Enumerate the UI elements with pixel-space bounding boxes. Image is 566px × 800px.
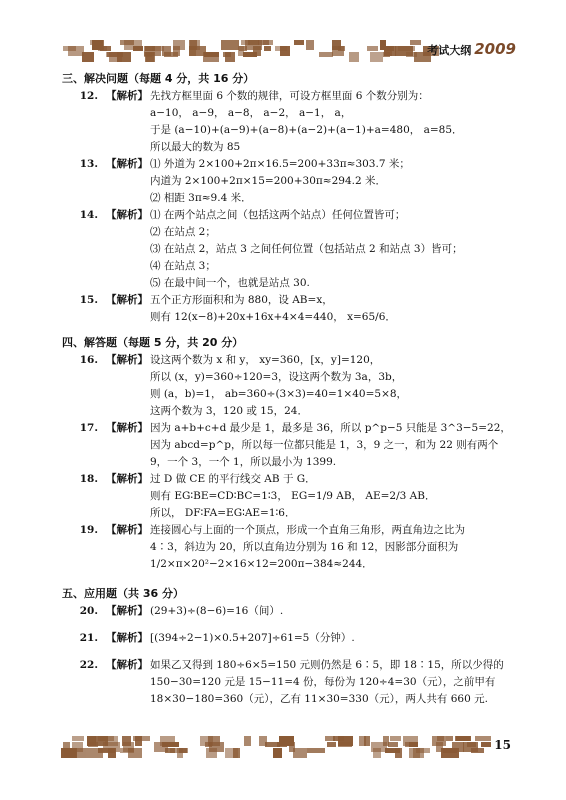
solution-line: 因为 abcd=p^p，所以每一位都只能是 1，3，9 之一，和为 22 则有两个 <box>150 439 499 451</box>
decor-brick <box>238 46 244 56</box>
solution-line: 4∶3，斜边为 20，所以直角边分别为 16 和 12，因影部分面积为 <box>150 541 459 553</box>
decor-brick <box>390 736 402 741</box>
item-number: 14. <box>79 209 98 221</box>
answer-item <box>62 522 512 573</box>
item-lines <box>150 471 512 522</box>
item-gap <box>62 647 512 657</box>
section-title: 三、解决问题（每题 4 分，共 16 分） <box>62 72 255 85</box>
decor-brick <box>307 748 324 753</box>
analysis-tag: 【解析】 <box>106 90 148 102</box>
decor-brick <box>122 736 130 746</box>
decor-brick <box>364 736 370 746</box>
solution-line: ⑴ 外道为 2×100+2π×16.5=200+33π≈303.7 米； <box>150 158 410 170</box>
decor-brick <box>467 742 476 747</box>
decor-brick <box>264 46 271 51</box>
analysis-tag: 【解析】 <box>106 632 148 644</box>
item-lines <box>150 352 512 420</box>
solution-line: 如果乙又得到 180÷6×5=150 元则仍然是 6∶5，即 18∶15，所以少得的 <box>150 659 504 671</box>
solution-line: 设这两个数为 x 和 y， xy=360，[x，y]=120， <box>150 354 381 366</box>
decor-brick <box>367 46 378 51</box>
decor-brick <box>279 736 294 746</box>
decor-brick <box>441 748 459 758</box>
item-number: 22. <box>79 659 98 671</box>
answer-item <box>62 657 512 708</box>
solution-line: 过 D 做 CE 的平行线交 AB 于 G． <box>150 473 316 485</box>
solution-line: 则 (a，b)=1， ab=360÷(3×3)=40=1×40=5×8， <box>150 388 408 400</box>
decor-brick <box>205 742 212 747</box>
solution-line: 连接圆心与上面的一个顶点，形成一个直角三角形，两直角边之比为 <box>150 524 465 536</box>
analysis-tag: 【解析】 <box>106 158 148 170</box>
decor-brick <box>373 748 381 758</box>
solution-line: 9，一个 3，一个 1，所以最小为 1399. <box>150 456 337 468</box>
decor-brick <box>413 748 420 758</box>
decor-brick <box>92 40 103 50</box>
decor-brick <box>100 736 114 741</box>
decor-brick <box>233 748 240 758</box>
decor-brick <box>349 52 358 62</box>
answer-item <box>62 352 512 420</box>
decor-brick <box>244 736 251 746</box>
decor-brick <box>173 46 180 56</box>
analysis-tag: 【解析】 <box>106 422 148 434</box>
page-number: 15 <box>494 738 511 752</box>
decor-brick <box>383 52 390 57</box>
item-number: 13. <box>79 158 98 170</box>
item-lines <box>150 292 512 326</box>
solution-line: ⑶ 在站点 2，站点 3 之间任何位置（包括站点 2 和站点 3）皆可； <box>150 243 463 255</box>
decor-brick <box>446 736 453 741</box>
solution-line: ⑵ 在站点 2； <box>150 226 216 238</box>
item-number: 19. <box>79 524 98 536</box>
decor-brick <box>273 748 281 758</box>
decor-brick <box>332 46 344 56</box>
decor-brick <box>72 736 85 741</box>
item-lines <box>150 657 512 708</box>
header-decoration <box>60 40 440 60</box>
decor-brick <box>144 46 161 56</box>
decor-brick <box>120 748 134 753</box>
solution-line: 150−30=120 元是 15−11=4 份，每份为 120÷4=30（元），之前甲有 <box>150 676 496 688</box>
decor-brick <box>338 742 352 747</box>
decor-brick <box>385 748 400 753</box>
decor-brick <box>294 40 304 45</box>
item-number: 15. <box>79 294 98 306</box>
section-title: 四、解答题（每题 5 分，共 20 分） <box>62 336 244 349</box>
answer-item <box>62 207 512 292</box>
decor-brick <box>82 52 93 62</box>
answer-item <box>62 630 512 647</box>
solution-line: 这两个数为 3，120 或 15，24． <box>150 405 308 417</box>
analysis-tag: 【解析】 <box>106 524 148 536</box>
decor-brick <box>275 46 287 51</box>
answer-content <box>62 68 512 708</box>
decor-brick <box>109 52 122 62</box>
item-number: 21. <box>79 632 98 644</box>
item-lines <box>150 630 512 647</box>
solution-line: [(394÷2−1)×0.5+207]÷61=5（分钟）. <box>150 632 355 644</box>
analysis-tag: 【解析】 <box>106 209 148 221</box>
decor-brick <box>406 52 417 57</box>
item-lines <box>150 207 512 292</box>
decor-brick <box>306 40 314 50</box>
decor-brick <box>133 46 143 51</box>
decor-brick <box>380 40 386 50</box>
solution-line: a−10， a−9， a−8， a−2， a−1， a， <box>150 107 352 119</box>
solution-line: 所以 (x，y)=360÷120=3，设这两个数为 3a，3b， <box>150 371 403 383</box>
decor-brick <box>398 46 414 51</box>
answer-item <box>62 156 512 207</box>
item-gap <box>62 620 512 630</box>
solution-line: (29+3)÷(8−6)=16（间）. <box>150 605 284 617</box>
solution-line: ⑷ 在站点 3； <box>150 260 216 272</box>
answer-item <box>62 88 512 156</box>
analysis-tag: 【解析】 <box>106 659 148 671</box>
solution-line: 18×30−180=360（元），乙有 11×30=330（元），两人共有 660 元. <box>150 693 488 705</box>
analysis-tag: 【解析】 <box>106 605 148 617</box>
answer-item <box>62 420 512 471</box>
answer-item <box>62 471 512 522</box>
decor-brick <box>189 46 207 56</box>
item-number: 12. <box>79 90 98 102</box>
solution-line: 则有 EG∶BE=CD∶BC=1∶3， EG=1/9 AB， AE=2/3 AB． <box>150 490 436 502</box>
item-lines <box>150 522 512 573</box>
decor-brick <box>410 40 421 45</box>
decor-brick <box>225 52 235 62</box>
solution-line: 五个正方形面积和为 880，设 AB=x， <box>150 294 333 306</box>
decor-brick <box>258 40 270 45</box>
decor-brick <box>471 748 484 753</box>
analysis-tag: 【解析】 <box>106 354 148 366</box>
item-lines <box>150 603 512 620</box>
decor-brick <box>133 736 149 741</box>
decor-brick <box>385 46 394 51</box>
decor-brick <box>370 52 383 62</box>
solution-line: 1/2×π×20²−2×16×12=200π−384≈244． <box>150 558 373 570</box>
decor-brick <box>221 40 239 50</box>
answer-item <box>62 603 512 620</box>
solution-line: ⑸ 在最中间一个，也就是站点 30. <box>150 277 310 289</box>
analysis-tag: 【解析】 <box>106 294 148 306</box>
solution-line: 所以最大的数为 85 <box>150 141 241 153</box>
decor-brick <box>86 748 102 758</box>
item-number: 16. <box>79 354 98 366</box>
decor-brick <box>481 742 491 747</box>
brand-year: 2009 <box>474 40 516 58</box>
decor-brick <box>179 748 186 753</box>
analysis-tag: 【解析】 <box>106 473 148 485</box>
decor-brick <box>243 52 257 57</box>
solution-line: ⑵ 相距 3π≈9.4 米． <box>150 192 252 204</box>
decor-brick <box>383 736 390 746</box>
decor-brick <box>409 742 418 747</box>
decor-brick <box>165 748 175 753</box>
solution-line: 先找方框里面 6 个数的规律，可设方框里面 6 个数分别为： <box>150 90 429 102</box>
decor-brick <box>259 736 267 746</box>
item-lines <box>150 420 512 471</box>
solution-line: 则有 12(x−8)+20x+16x+4×4=440， x=65/6． <box>150 311 396 323</box>
decor-brick <box>103 742 121 752</box>
section-gap <box>62 573 512 583</box>
section-title: 五、应用题（共 36 分） <box>62 587 184 600</box>
item-number: 20. <box>79 605 98 617</box>
decor-brick <box>455 736 470 741</box>
solution-line: 所以， DF∶FA=EG∶AE=1∶6． <box>150 507 296 519</box>
decor-brick <box>162 46 171 56</box>
item-number: 18. <box>79 473 98 485</box>
item-lines <box>150 88 512 156</box>
answer-item <box>62 292 512 326</box>
decor-brick <box>325 736 335 741</box>
decor-brick <box>120 40 133 45</box>
decor-brick <box>388 742 398 747</box>
item-lines <box>150 156 512 207</box>
decor-brick <box>327 742 336 747</box>
brand-title: 考试大纲 <box>427 44 472 57</box>
item-number: 17. <box>79 422 98 434</box>
header-brand <box>427 40 516 58</box>
decor-brick <box>475 736 491 741</box>
decor-brick <box>319 52 332 57</box>
section-gap <box>62 326 512 332</box>
solution-line: 于是 (a−10)+(a−9)+(a−8)+(a−2)+(a−1)+a=480， a=85． <box>150 124 463 136</box>
solution-line: ⑴ 在两个站点之间（包括这两个站点）任何位置皆可； <box>150 209 406 221</box>
solution-line: 因为 a+b+c+d 最少是 1，最多是 36，所以 p^p−5 只能是 3^3−5=22， <box>150 422 511 434</box>
footer-decoration <box>60 736 500 756</box>
solution-line: 内道为 2×100+2π×15=200+30π≈294.2 米． <box>150 175 386 187</box>
decor-brick <box>63 742 70 752</box>
